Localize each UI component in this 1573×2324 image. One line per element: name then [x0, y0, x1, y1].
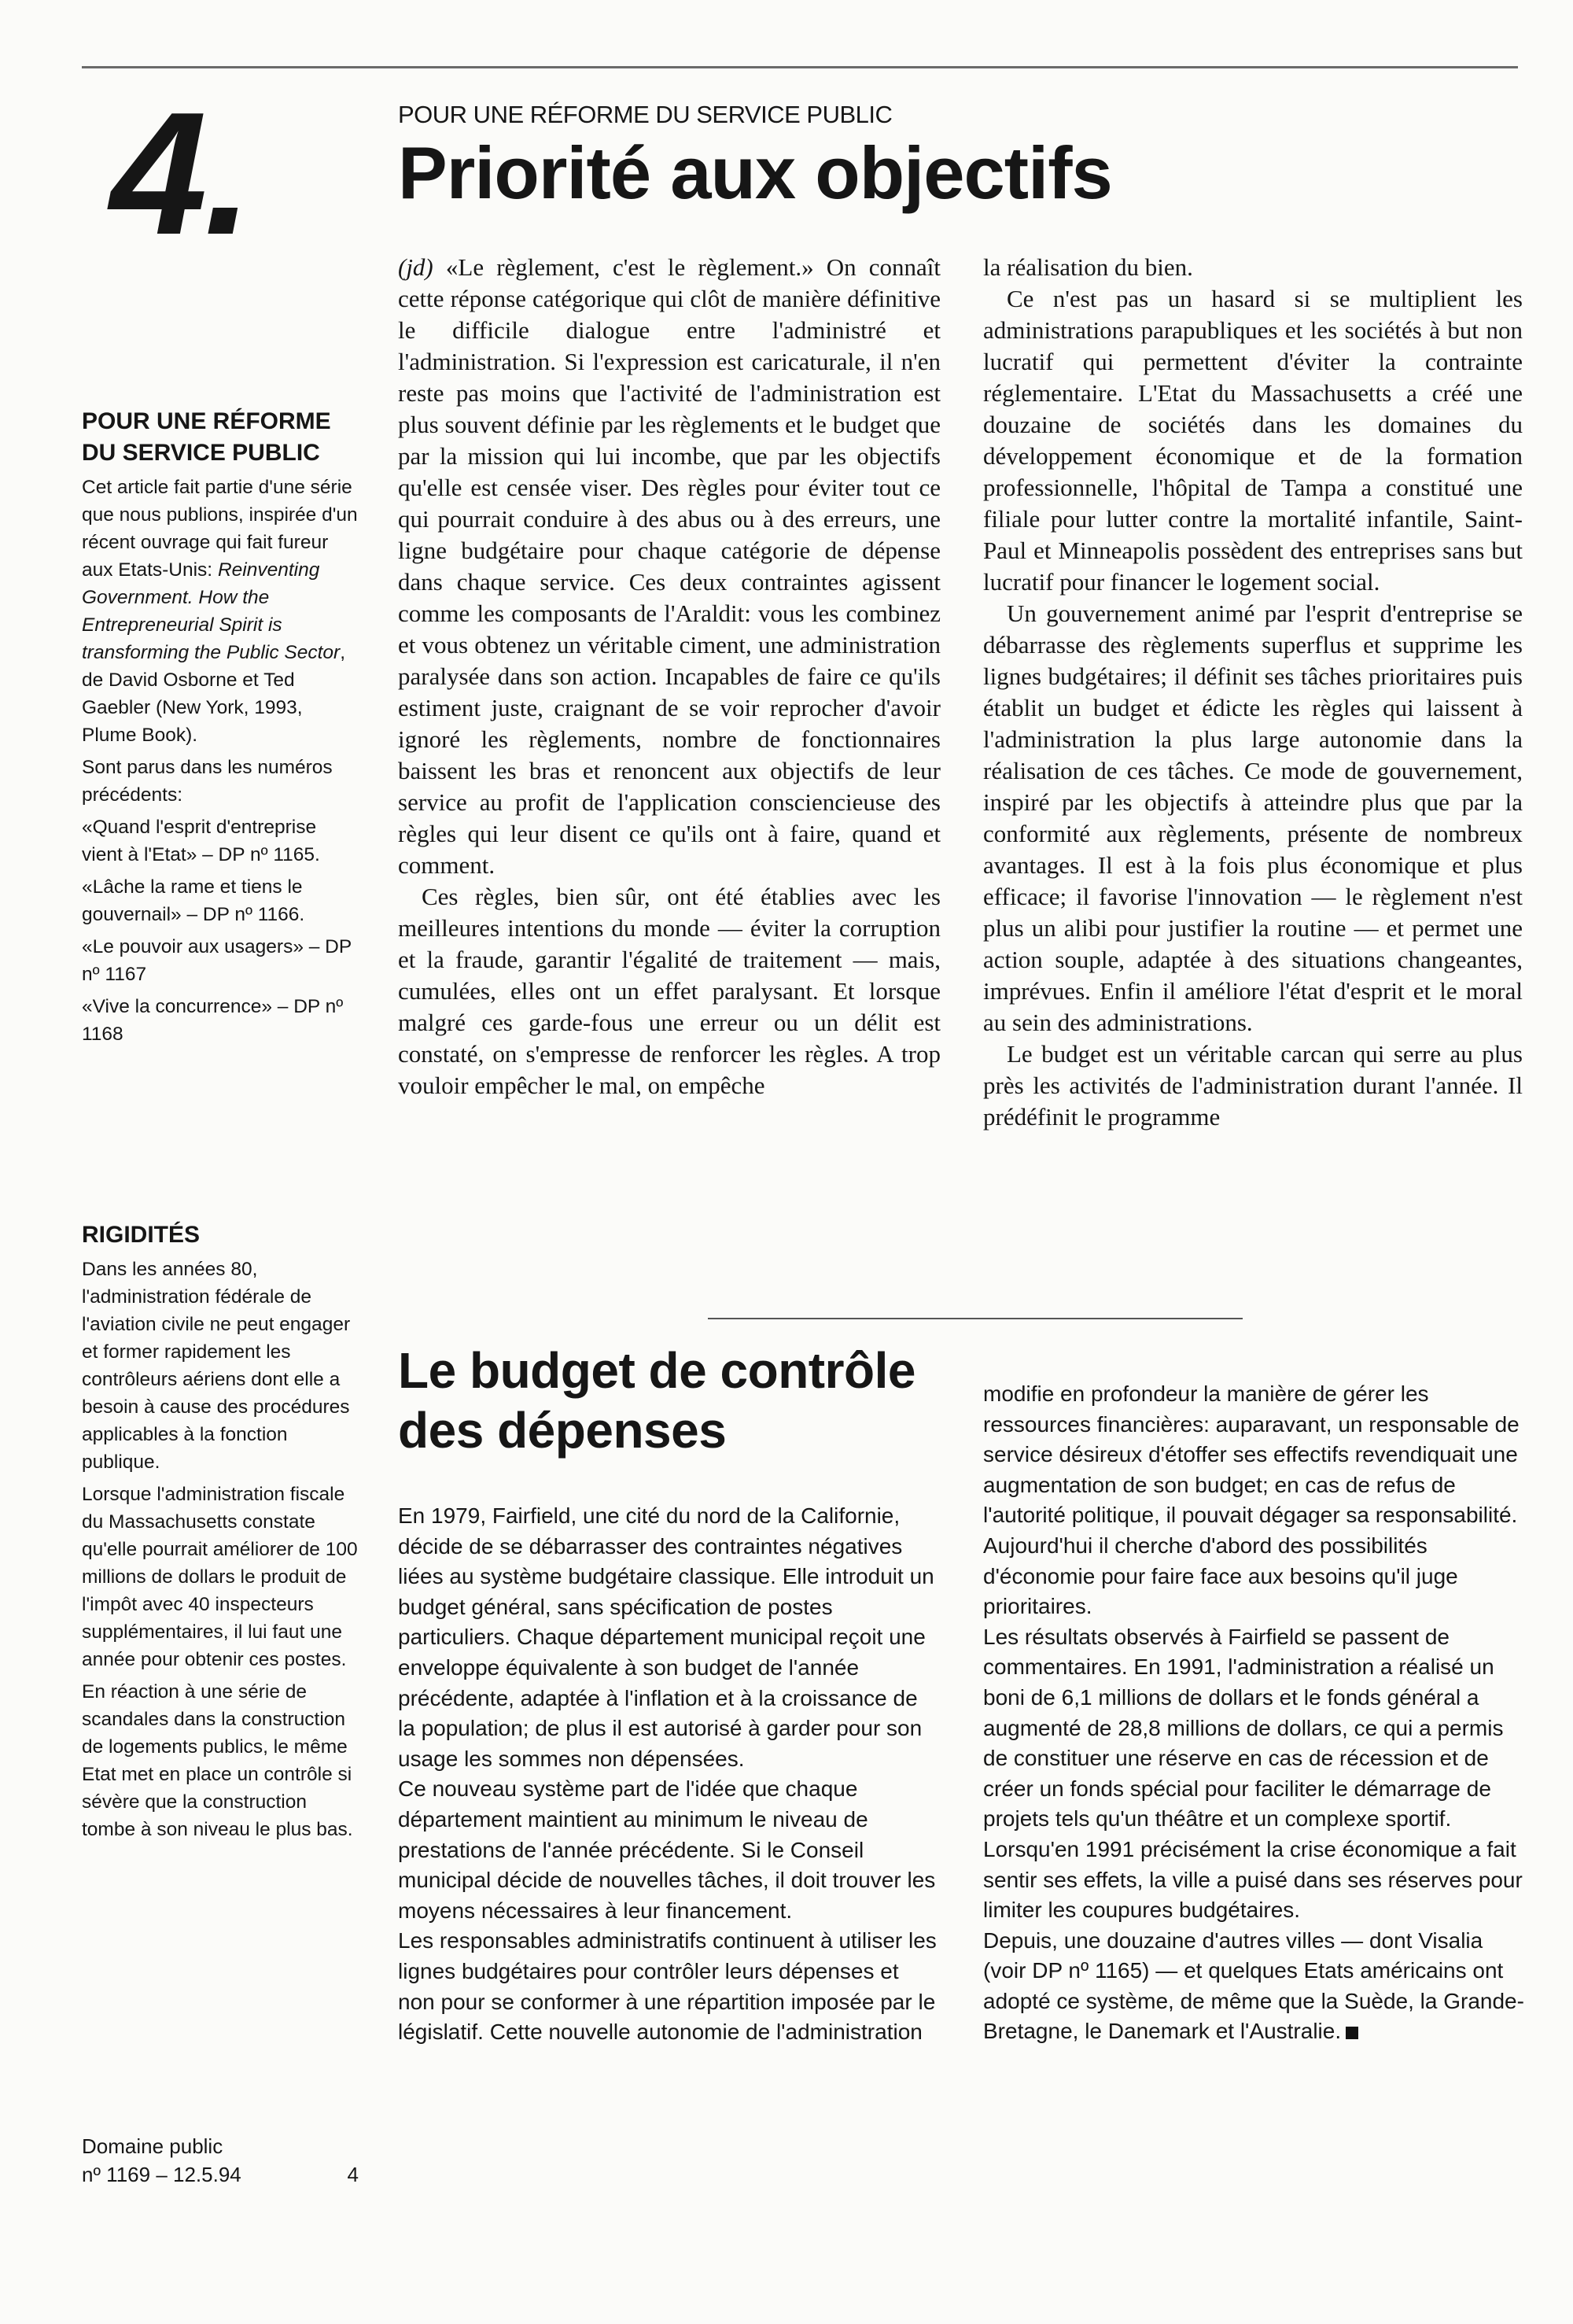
previous-issue-item: «Lâche la rame et tiens le gouvernail» – DP nº 1166. — [82, 876, 305, 925]
second-article-paragraph: Ce nouveau système part de l'idée que chaque département maintient au minimum le niveau de prestations de l'année précédente. Si le Conseil municipal décide de nouvelles tâches, il doit trouver les moyens nécessaires à leur financement. — [398, 1776, 936, 1923]
issue-date: nº 1169 – 12.5.94 — [82, 2163, 241, 2186]
article-paragraph: Ce n'est pas un hasard si se multiplient les administrations parapubliques et les sociétés à but non lucratif qui permettent d'éviter la contrainte réglementaire. L'Etat du Massachusetts a créé une douzaine de sociétés dans les domaines du développement économique et de la formation professionnelle, l'hôpital de Tampa a constitué une filiale pour lutter contre la mortalité infantile, Saint-Paul et Minneapolis possèdent des entreprises sans but lucratif pour financer le logement social. — [983, 285, 1523, 596]
article-column-2 — [983, 252, 1523, 1133]
second-article-title-line1: Le budget de contrôle — [398, 1342, 915, 1399]
article-paragraph: Un gouvernement animé par l'esprit d'entreprise se débarrasse des règlements superflus et supprime les lignes budgétaires; il définit ses tâches prioritaires puis établit un budget et édicte les règles qui laissent à l'administration la plus large autonomie dans la réalisation de ces tâches. Ce mode de gouvernement, inspiré par les objectifs à atteindre plus que par la conformité aux règlements, présente de nombreux avantages. Il est à la fois plus économique et plus efficace; il favorise l'innovation — le règlement n'est plus un alibi pour justifier la routine — et permet une action souple, adaptée à des situations changeantes, imprévues. Enfin il améliore l'état d'esprit et le moral au sein des administrations. — [983, 599, 1523, 1036]
sidebar-rigidites-paragraph: Dans les années 80, l'administration fédérale de l'aviation civile ne peut engager et former rapidement les contrôleurs aériens dont elle a besoin à cause des procédures applicables à la fonction publique. — [82, 1259, 351, 1473]
sidebar-previous-intro: Sont parus dans les numéros précédents: — [82, 757, 333, 806]
second-article-title-line2: des dépenses — [398, 1401, 727, 1459]
article-title: Priorité aux objectifs — [398, 131, 1112, 214]
author-initials: (jd) — [398, 253, 433, 281]
article-kicker: POUR UNE RÉFORME DU SERVICE PUBLIC — [398, 101, 893, 128]
second-article-paragraph: Les responsables administratifs continuent à utiliser les lignes budgétaires pour contrôler leurs dépenses et non pour se conformer à une répartition imposée par le législatif. Cette nouvelle autonomie de l'administration — [398, 1928, 937, 2045]
article-column-1 — [398, 252, 941, 1101]
second-article-column-2 — [983, 1379, 1526, 2047]
second-article-paragraph: modifie en profondeur la manière de gérer les ressources financières: auparavant, un responsable de service désireux d'étoffer ses effectifs revendiquait une augmentation de son budget; en cas de refus de l'autorité politique, il pouvait dégager sa responsabilité. — [983, 1381, 1520, 1528]
sidebar-series-heading — [82, 406, 359, 469]
second-article-paragraph: Depuis, une douzaine d'autres villes — dont Visalia (voir DP nº 1165) — et quelques Etats américains ont adopté ce système, de même que la Suède, la Grande-Bretagne, le Danemark et l'Australie. — [983, 1927, 1524, 2044]
previous-issue-item: «Quand l'esprit d'entreprise vient à l'Etat» – DP nº 1165. — [82, 817, 320, 865]
sidebar-rigidites — [82, 1219, 359, 1848]
issue-number: 4. — [110, 76, 250, 271]
article-paragraph: Ces règles, bien sûr, ont été établies avec les meilleures intentions du monde — éviter la corruption et la fraude, garantir l'égalité de traitement — mais, cumulées, elles ont un effet paralysant. Et lorsque malgré ces garde-fous une erreur ou un délit est constaté, on s'empresse de renforcer les règles. A trop vouloir empêcher le mal, on empêche — [398, 883, 941, 1099]
article-paragraph: Le budget est un véritable carcan qui serre au plus près les activités de l'administration durant l'année. Il prédéfinit le programme — [983, 1040, 1523, 1131]
second-article-title — [398, 1341, 933, 1460]
sidebar-series-intro: Cet article fait partie d'une série que nous publions, inspirée d'un récent ouvrage qui fait fureur aux Etats-Unis: Reinventing Government. How the Entrepreneurial Spirit is transforming the Public Sector, de David Osborne et Ted Gaebler (New York, 1993, Plume Book). — [82, 477, 358, 746]
end-of-article-mark — [1346, 2027, 1358, 2039]
page-footer — [82, 2132, 359, 2189]
sidebar-rigidites-heading: RIGIDITÉS — [82, 1222, 201, 1248]
second-article-column-1 — [398, 1501, 941, 2048]
article-paragraph: la réalisation du bien. — [983, 253, 1193, 281]
sidebar-series-heading-line2: DU SERVICE PUBLIC — [82, 440, 320, 466]
second-article-paragraph: Les résultats observés à Fairfield se passent de commentaires. En 1991, l'administration a réalisé un boni de 6,1 millions de dollars et le fonds général a augmenté de 28,8 millions de dollars, ce qui a permis de constituer une réserve en cas de récession et de créer un fonds spécial pour faciliter le démarrage de projets tels qu'un théâtre et un complexe sportif. Lorsqu'en 1991 précisément la crise économique a fait sentir ses effets, la ville a puisé dans ses réserves pour limiter les coupures budgétaires. — [983, 1624, 1523, 1923]
article-paragraph: (jd) «Le règlement, c'est le règlement.» On connaît cette réponse catégorique qui clôt de manière définitive le difficile dialogue entre l'administré et l'administration. Si l'expression est caricaturale, il n'en reste pas moins que l'activité de l'administration est plus souvent définie par les règlements et le budget que par la mission qui lui incombe, que par les objectifs qu'elle est censée viser. Des règles pour éviter tout ce qui pourrait conduire à des abus ou à des erreurs, une ligne budgétaire pour chaque catégorie de dépense dans chaque service. Ces deux contraintes agissent comme les composants de l'Araldit: vous les combinez et vous obtenez un véritable ciment, une administration paralysée dans son action. Incapables de faire ce qu'ils estiment juste, craignant de se voir reprocher d'avoir ignoré les règlements, nombre de fonctionnaires baissent les bras et renoncent aux objectifs de leur service au profit de l'application consciencieuse des règles qui leur disent ce qu'ils ont à faire, quand et comment. — [398, 253, 941, 879]
sidebar-series-note — [82, 406, 359, 1053]
previous-issue-item: «Vive la concurrence» – DP nº 1168 — [82, 996, 344, 1045]
previous-issue-item: «Le pouvoir aux usagers» – DP nº 1167 — [82, 936, 352, 985]
top-rule — [82, 66, 1518, 68]
page-number: 4 — [347, 2163, 359, 2186]
sidebar-rigidites-paragraph: En réaction à une série de scandales dans la construction de logements publics, le même Etat met en place un contrôle si sévère que la construction tombe à son niveau le plus bas. — [82, 1681, 353, 1840]
second-article-paragraph: Aujourd'hui il cherche d'abord des possibilités d'économie pour faire face aux besoins qu'il juge prioritaires. — [983, 1533, 1458, 1619]
sidebar-series-heading-line1: POUR UNE RÉFORME — [82, 408, 331, 434]
section-divider — [708, 1318, 1243, 1319]
publication-name: Domaine public — [82, 2134, 223, 2158]
sidebar-rigidites-paragraph: Lorsque l'administration fiscale du Massachusetts constate qu'elle pourrait améliorer de 100 millions de dollars le produit de l'impôt avec 40 inspecteurs supplémentaires, il lui faut une année pour obtenir ces postes. — [82, 1484, 358, 1670]
book-title: Reinventing Government. How the Entrepreneurial Spirit is transforming the Public Sector — [82, 559, 341, 663]
second-article-paragraph: En 1979, Fairfield, une cité du nord de la Californie, décide de se débarrasser des contraintes négatives liées au système budgétaire classique. Elle introduit un budget général, sans spécification de postes particuliers. Chaque département municipal reçoit une enveloppe équivalente à son budget de l'année précédente, adaptée à l'inflation et à la croissance de la population; de plus il est autorisé à garder pour son usage les sommes non dépensées. — [398, 1503, 934, 1771]
